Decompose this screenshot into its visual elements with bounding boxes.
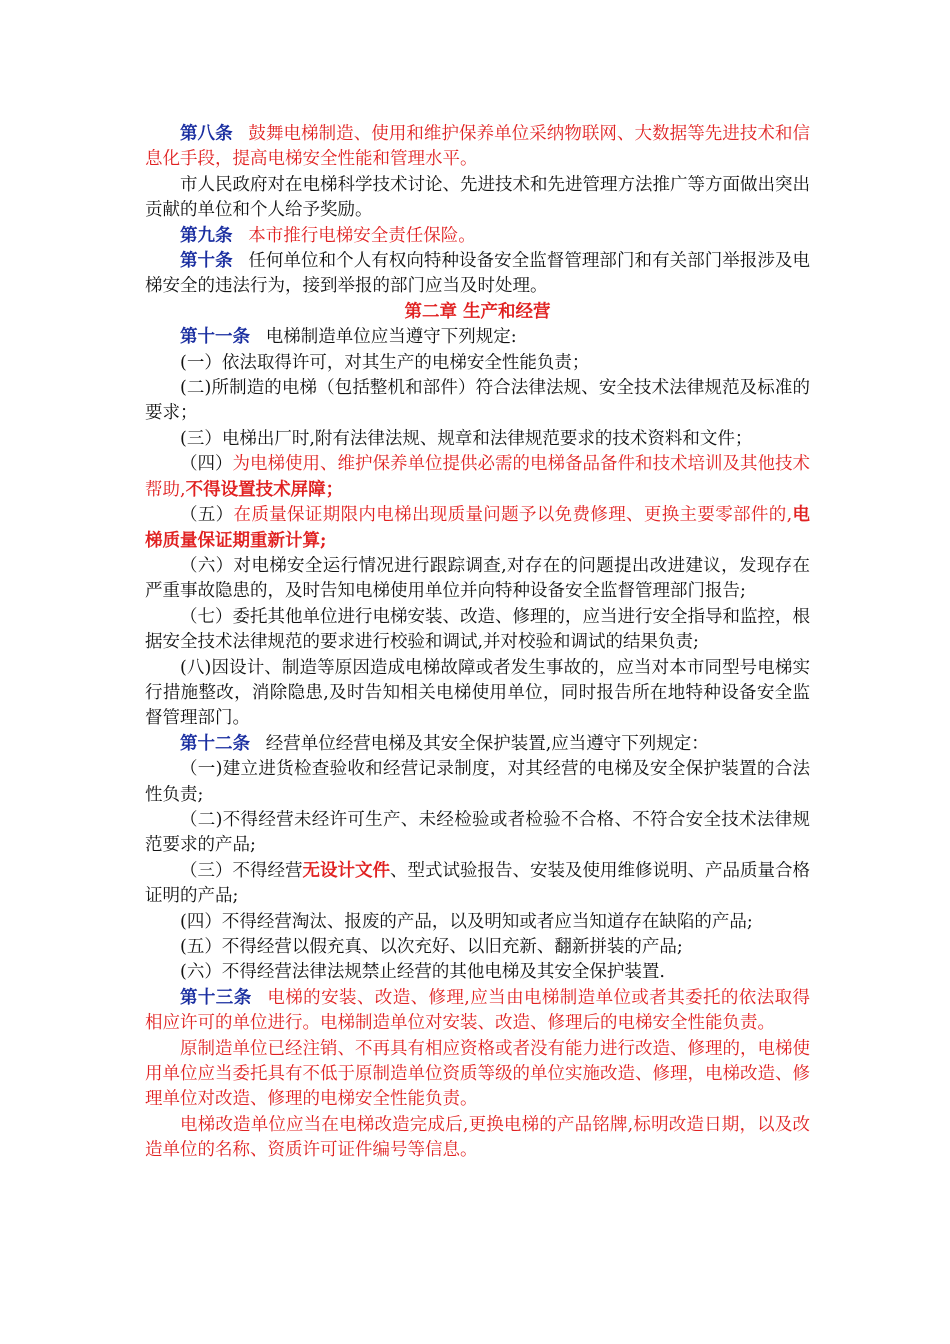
- list-item: (一）依法取得许可，对其生产的电梯安全性能负责；: [180, 352, 590, 373]
- article-12: [145, 732, 810, 757]
- article-title: 第十一条: [180, 327, 250, 348]
- list-prefix: （三）不得经营: [180, 860, 303, 881]
- article-text: 任何单位和个人有权向特种设备安全监督管理部门和有关部门举报涉及电梯安全的违法行为，接到举报的部门应当及时处理。: [145, 251, 810, 297]
- article-10: [145, 249, 810, 300]
- list-item: [145, 859, 810, 910]
- list-emphasis: 不得设置技术屏障；: [185, 479, 344, 500]
- article-title: 第十三条: [180, 987, 252, 1008]
- list-item: （七）委托其他单位进行电梯安装、改造、修理的，应当进行安全指导和监控，根据安全技术法律规范的要求进行校验和调试,并对校验和调试的结果负责;: [145, 606, 810, 653]
- article-8: [145, 122, 810, 173]
- article-title: 第十条: [180, 251, 233, 272]
- article-text: 本市推行电梯安全责任保险。: [248, 225, 476, 246]
- article-title: 第八条: [180, 124, 233, 144]
- list-emphasis: 无设计文件: [302, 860, 390, 881]
- paragraph: 原制造单位已经注销、不再具有相应资格或者没有能力进行改造、修理的，电梯使用单位应当委托具有不低于原制造单位资质等级的单位实施改造、修理，电梯改造、修理单位对改造、修理的电梯安全性能负责。: [145, 1038, 810, 1110]
- list-item: (四）不得经营淘汰、报废的产品，以及明知或者应当知道存在缺陷的产品;: [180, 911, 753, 932]
- list-prefix: （五）: [180, 505, 234, 526]
- article-title: 第十二条: [180, 733, 250, 754]
- list-item: (五）不得经营以假充真、以次充好、以旧充新、翻新拼装的产品;: [180, 937, 683, 957]
- list-text: 在质量保证期限内电梯出现质量问题予以免费修理、更换主要零部件的,: [233, 505, 793, 526]
- list-emphasis: 电梯质量保证期重新计算;: [145, 505, 811, 551]
- paragraph: 市人民政府对在电梯科学技术讨论、先进技术和先进管理方法推广等方面做出突出贡献的单位和个人给予奖励。: [145, 174, 810, 221]
- list-item: (六）不得经营法律法规禁止经营的其他电梯及其安全保护装置.: [180, 962, 665, 983]
- list-item: （二)不得经营未经许可生产、未经检验或者检验不合格、不符合安全技术法律规范要求的产品;: [145, 809, 810, 856]
- list-text: 、型式试验报告、安装及使用维修说明、产品质量合格证明的产品;: [145, 860, 810, 907]
- document-page: [145, 122, 810, 1164]
- paragraph: 电梯改造单位应当在电梯改造完成后,更换电梯的产品铭牌,标明改造日期，以及改造单位的名称、资质许可证件编号等信息。: [145, 1114, 810, 1161]
- article-11: [145, 325, 810, 350]
- list-item: (八)因设计、制造等原因造成电梯故障或者发生事故的，应当对本市同型号电梯实行措施整改，消除隐患,及时告知相关电梯使用单位，同时报告所在地特种设备安全监督管理部门。: [145, 657, 810, 729]
- article-text: 电梯制造单位应当遵守下列规定:: [265, 327, 517, 348]
- article-text: 电梯的安装、改造、修理,应当由电梯制造单位或者其委托的依法取得相应许可的单位进行。电梯制造单位对安装、改造、修理后的电梯安全性能负责。: [145, 987, 811, 1034]
- chapter-heading: 第二章 生产和经营: [404, 301, 551, 322]
- article-title: 第九条: [180, 225, 233, 246]
- list-text: 为电梯使用、维护保养单位提供必需的电梯备品备件和技术培训及其他技术帮助,: [145, 454, 810, 500]
- article-9: [145, 224, 810, 249]
- list-item: （六）对电梯安全运行情况进行跟踪调查,对存在的问题提出改进建议，发现存在严重事故隐患的，及时告知电梯使用单位并向特种设备安全监督管理部门报告;: [145, 555, 810, 602]
- list-prefix: （四）: [180, 454, 233, 475]
- list-item: [145, 452, 810, 503]
- article-text: 鼓舞电梯制造、使用和维护保养单位采纳物联网、大数据等先进技术和信息化手段，提高电梯安全性能和管理水平。: [145, 124, 810, 170]
- article-13: [145, 986, 810, 1037]
- list-item: （一)建立进货检查验收和经营记录制度，对其经营的电梯及安全保护装置的合法性负责;: [145, 759, 810, 805]
- list-item: [145, 503, 810, 554]
- article-text: 经营单位经营电梯及其安全保护装置,应当遵守下列规定：: [265, 733, 709, 754]
- list-item: (二)所制造的电梯（包括整机和部件）符合法律法规、安全技术法律规范及标准的要求；: [145, 378, 810, 424]
- list-item: (三）电梯出厂时,附有法律法规、规章和法律规范要求的技术资料和文件；: [180, 428, 753, 449]
